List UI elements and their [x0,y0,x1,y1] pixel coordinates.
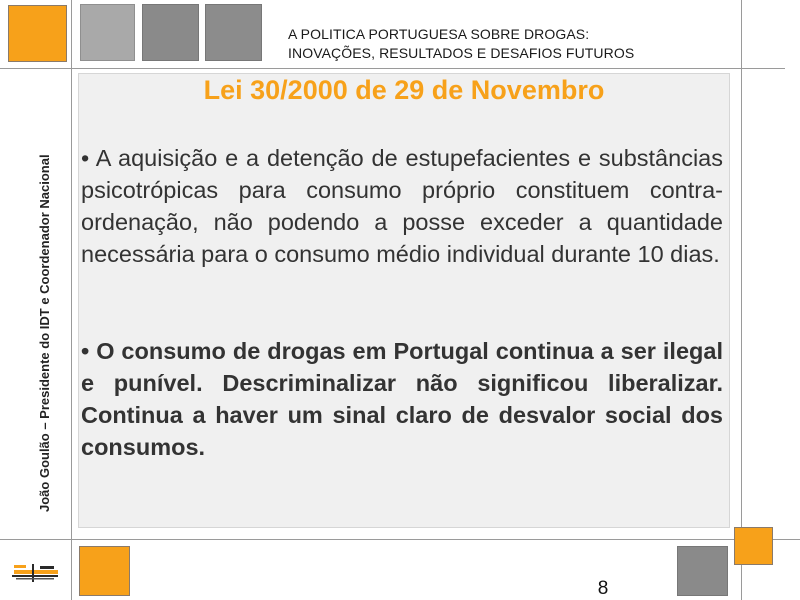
page-number: 8 [597,578,609,599]
left-vertical-line [71,0,72,600]
top-gray-square-3 [205,4,262,61]
top-gray-square-1 [80,4,135,61]
bullet-paragraph-1: • A aquisição e a detenção de estupefacientes e substâncias psicotrópicas para consumo próprio constituem contra-ordenação, não podendo a posse exceder a quantidade necessária para o consumo médio individual durante 10 dias. [81,145,723,267]
right-vertical-line [741,0,742,600]
top-left-orange-square [8,5,67,62]
bullet-paragraph-2: • O consumo de drogas em Portugal continua a ser ilegal e punível. Descriminalizar não significou liberalizar. Continua a haver um sinal claro de desvalor social dos consumos. [81,338,723,460]
bottom-right-orange-square [734,527,773,565]
bottom-left-orange-square [79,546,130,596]
footer-divider-line [0,539,800,540]
presentation-title-line-1: A POLITICA PORTUGUESA SOBRE DROGAS: [288,26,590,42]
presenter-caption: João Goulão – Presidente do IDT e Coordenador Nacional [37,154,52,512]
header-divider-line [0,68,785,69]
organization-logo-icon [12,562,62,584]
presentation-title [288,25,728,63]
bottom-right-gray-square [677,546,728,596]
top-gray-square-2 [142,4,199,61]
slide-heading: Lei 30/2000 de 29 de Novembro [203,75,605,105]
presentation-title-line-2: INOVAÇÕES, RESULTADOS E DESAFIOS FUTUROS [288,45,635,61]
